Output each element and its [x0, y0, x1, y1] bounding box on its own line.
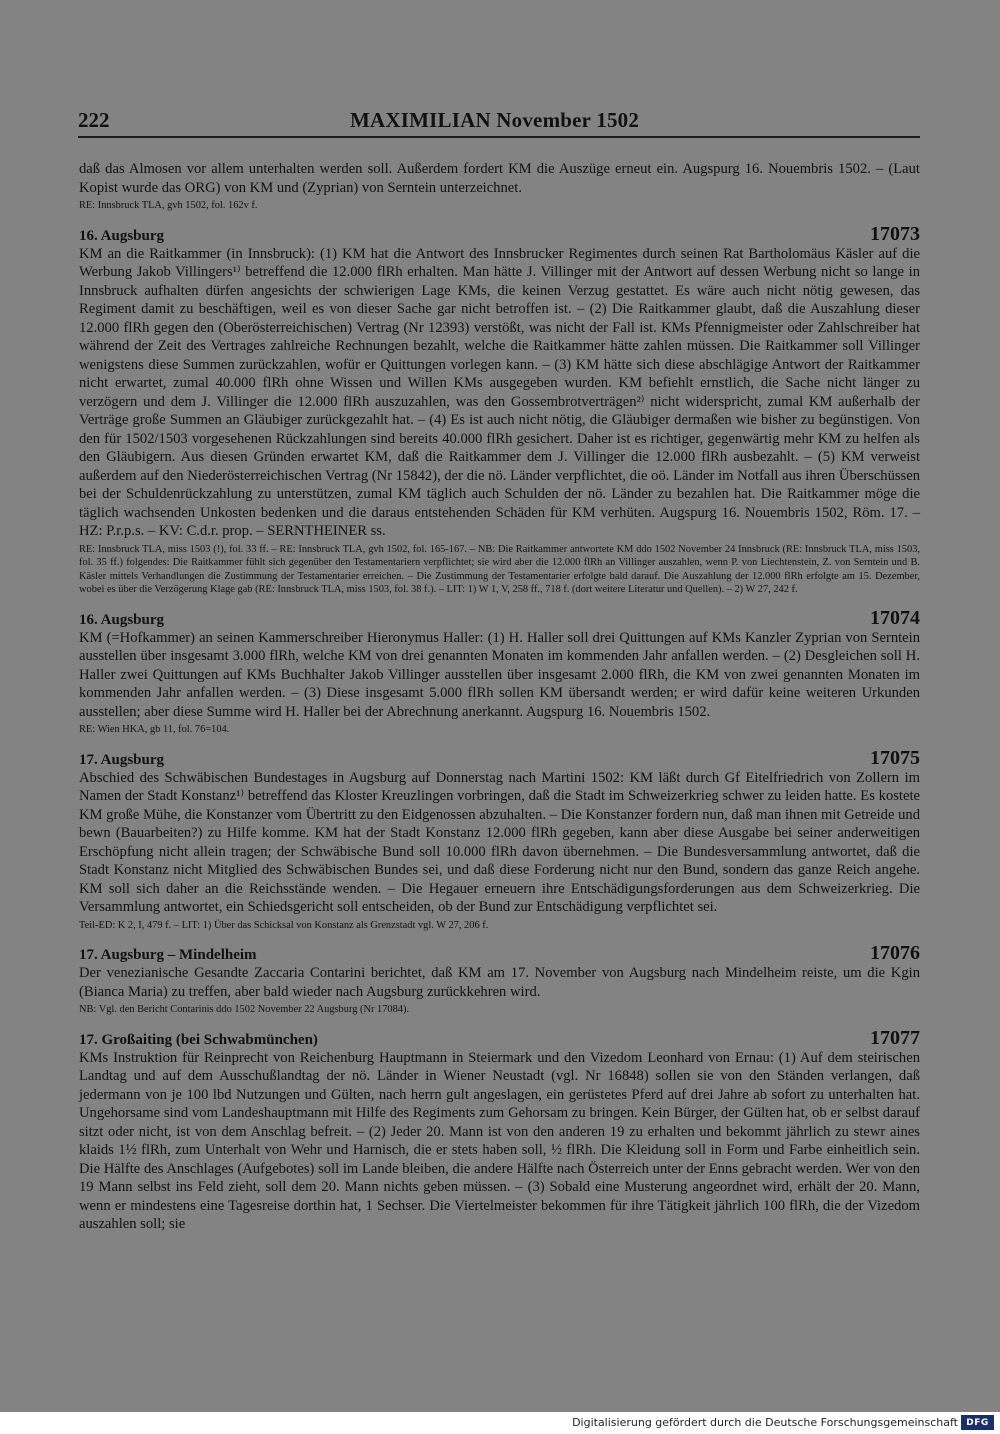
entry-text: KMs Instruktion für Reinprecht von Reichenburg Hauptmann in Steiermark und den Vizedom Leonhard von Ernau: (1) Auf dem steirischen Landtag und auf dem Ausschußlandtag der nö. Länder in Wiener Neustadt (vgl. Nr 16848) sollen sie von den Ständen verlangen, daß jedermann von je 100 lbd Nutzungen und Gülten, nach herrn gult angeslagen, ein gerüstetes Pferd auf drei Jahre ab sofort zu unterhalten hat. Ungehorsame sind vom Landeshauptmann mit Hilfe des Regiments zum Gehorsam zu bringen. Kein Bürger, der Gülten hat, ob er selbst darauf sitzt oder nicht, ist von dem Anschlag befreit. – (2) Jeder 20. Mann ist von den anderen 19 zu erhalten und bekommt jährlich zu stewr aines klaids 1½ flRh, zum Unterhalt von Wehr und Harnisch, die er stets haben soll, ½ flRh. Die Kleidung soll in Form und Farbe einheitlich sein. Die Hälfte des Anschlages (Aufgebotes) soll im Lande bleiben, die andere Hälfte nach Österreich unter der Enns gebracht werden. Wer von den 19 Mann selbst ins Feld zieht, soll dem 20. Mann nichts geben müssen. – (3) Sobald eine Musterung angeordnet wird, erhält der 20. Mann, wenn er mindestens eine Tagesreise dorthin hat, 1 Sechser. Die Viertelmeister bekommen für ihre Tätigkeit jährlich 100 flRh, die der Vizedom auszahlen soll; sie: [79, 1049, 920, 1232]
entry-text: Der venezianische Gesandte Zaccaria Contarini berichtet, daß KM am 17. November von Augsburg nach Mindelheim reiste, um die Kgin (Bianca Maria) zu treffen, aber bald wieder nach Augsburg zurückkehren wird.: [79, 965, 920, 1000]
entry-reference: RE: Wien HKA, gb 11, fol. 76=104.: [79, 724, 230, 735]
entry-text: KM an die Raitkammer (in Innsbruck): (1) KM hat die Antwort des Innsbrucker Regimentes durch seinen Rat Bartholomäus Käsler auf die Werbung Jakob Villingers¹⁾ betreffend die 12.000 flRh erhalten. Man hätte J. Villinger mit der Antwort auf dessen Werbung nicht so lange in Innsbruck aufhalten dürfen angesichts der schwierigen Lage KMs, die keinen Verzug gestattet. Es wäre auch nicht nötig gewesen, das Regiment damit zu beschäftigen, weil es von dieser Sache gar nicht betroffen ist. – (2) Die Raitkammer glaubt, daß die Auszahlung dieser 12.000 flRh gegen den (Oberösterreichischen) Vertrag (Nr 12393) verstößt, was nicht der Fall ist. KMs Pfennigmeister oder Zahlschreiber hat während der Zeit des Vertrages zahlreiche Rechnungen bezahlt, welche die Raitkammer hätte zahlen müssen. Die Raitkammer soll Villinger wenigstens diese Summen zurückzahlen, wofür er Quittungen vorlegen kann. – (3) KM hätte sich diese abschlägige Antwort der Raitkammer nicht erwartet, zumal 40.000 flRh ohne Wissen und Willen KMs ausgegeben wurden. KM befiehlt ernstlich, die Sache nicht länger zu verzögern und dem J. Villinger die 12.000 flRh auszuzahlen, was den Gossembrotverträgen²⁾ nicht widerspricht, zumal KM außerhalb der Verträge große Summen an Gläubiger zurückgezahlt hat. – (4) Es ist auch nicht nötig, die Gläubiger dermaßen wie bisher zu begünstigen. Von den für 1502/1503 vorgesehenen Rückzahlungen sind bereits 40.000 flRh gesichert. Daher ist es richtiger, gegenwärtig mehr KM zu helfen als den Gläubigern. Aus diesen Gründen erwartet KM, daß die Raitkammer dem J. Villinger die 12.000 flRh ausbezahlt. – (5) KM verweist außerdem auf den Niederösterreichischen Vertrag (Nr 15842), der die nö. Länder verpflichtet, die oö. Länder im Notfall aus ihren Überschüssen bei der Schuldenrückzahlung zu unterstützen, zumal KM täglich auch Schulden der nö. Länder zu bezahlen hat. Die Raitkammer möge die täglich wachsenden Unkosten bedenken und die daraus entstehenden Schäden für KM verhüten. Augspurg 16. Nouembris 1502, Röm. 17. – HZ: P.r.p.s. – KV: C.d.r. prop. – SERNTHEINER ss.: [79, 245, 920, 539]
funding-credit: Digitalisierung gefördert durch die Deutsche Forschungsgemeinschaft: [572, 1416, 958, 1429]
entry-reference: RE: Innsbruck TLA, miss 1503 (!), fol. 33 ff. – RE: Innsbruck TLA, gvh 1502, fol. 165-167. – NB: Die Raitkammer antwortete KM ddo 1502 November 24 Innsbruck (RE: Innsbruck TLA, miss 1503, fol. 35 ff.) folgendes: Die Raitkammer fühlt sich gegenüber den Testamentariern verpflichtet; sie wird aber die 12.000 flRh an Villinger auszahlen, wenn P. von Liechtenstein, Z. von Serntein und B. Käsler mittels Verhandlungen die Zustimmung der Testamentarier erreichen. – Die Zustimmung der Testamentarier erfolgte bald darauf. Die Auszahlung der 12.000 flRh erfolgte am 15. Dezember, wobei es über die Verzögerung Klage gab (RE: Innsbruck TLA, miss 1503, fol. 38 f.). – LIT: 1) W 1, V, 258 ff., 718 f. (dort weitere Literatur und Quellen). – 2) W 27, 242 f.: [79, 543, 920, 595]
entry-date: 17. Augsburg: [79, 751, 165, 768]
page-number: 222: [78, 108, 110, 132]
entry-number: 17075: [870, 746, 920, 769]
entry-17075: [79, 747, 920, 933]
entry-heading: [79, 942, 920, 964]
entry-date: 16. Augsburg: [79, 611, 165, 628]
intro-reference: RE: Innsbruck TLA, gvh 1502, fol. 162v f.: [79, 200, 258, 211]
entry-reference: NB: Vgl. den Bericht Contarinis ddo 1502 November 22 Augsburg (Nr 17084).: [79, 1004, 410, 1015]
entry-date: 17. Großaiting (bei Schwabmünchen): [79, 1031, 318, 1048]
page-header: [78, 108, 920, 136]
entry-heading: [79, 607, 920, 629]
entry-17074: [79, 607, 920, 737]
entry-date: 17. Augsburg – Mindelheim: [79, 947, 257, 963]
entry-number: 17073: [870, 222, 920, 245]
entry-17077: [79, 1027, 920, 1234]
entry-date: 16. Augsburg: [79, 227, 165, 244]
entry-heading: [79, 223, 920, 245]
header-rule: [78, 136, 920, 138]
entry-number: 17074: [870, 606, 920, 629]
entry-number: 17077: [870, 1026, 920, 1049]
intro-paragraph: daß das Almosen vor allem unterhalten werden soll. Außerdem fordert KM die Auszüge erneut ein. Augspurg 16. Nouembris 1502. – (Laut Kopist wurde das ORG) von KM und (Zyprian) von Serntein unterzeichnet.: [79, 161, 920, 196]
dfg-logo-icon: DFG: [961, 1415, 994, 1430]
entry-text: KM (=Hofkammer) an seinen Kammerschreiber Hieronymus Haller: (1) H. Haller soll drei Quittungen auf KMs Kanzler Zyprian von Serntein ausstellen über insgesamt 3.000 flRh, welche KM von drei genannten Monaten im kommenden Jahr anfallen werden. – (2) Desgleichen soll H. Haller zwei Quittungen auf KMs Buchhalter Jakob Villinger ausstellen über insgesamt 2.000 flRh, die KM von zwei genannten Monaten im kommenden Jahr anfallen werden. – (3) Diese insgesamt 5.000 flRh sollen KM übersandt werden; er wird dafür keine weiteren Urkunden ausstellen; aber diese Summe wird H. Haller bei der Abrechnung anerkannt. Augspurg 16. Nouembris 1502.: [79, 629, 920, 720]
entry-17073: [79, 223, 920, 597]
entry-number: 17076: [870, 942, 920, 964]
running-title: MAXIMILIAN November 1502: [350, 108, 640, 132]
footer-bar: [0, 1412, 1000, 1434]
entry-17076: [79, 942, 920, 1017]
entry-heading: [79, 747, 920, 769]
entry-heading: [79, 1027, 920, 1049]
entry-text: Abschied des Schwäbischen Bundestages in Augsburg auf Donnerstag nach Martini 1502: KM läßt durch Gf Eitelfriedrich von Zollern im Namen der Stadt Konstanz¹⁾ betreffend das Kloster Kreuzlingen vorbringen, daß die Stadt im Schweizerkrieg schwer zu leiden hatte. Es kostete KM große Mühe, die Konstanzer vom Übertritt zu den Eidgenossen abzuhalten. – Die Konstanzer fordern nun, daß man ihnen mit Getreide und bewn (Bauarbeiten?) zu Hilfe komme. KM hat der Stadt Konstanz 12.000 flRh gegeben, kann aber diese Ausgabe bei seiner anderweitigen Erschöpfung nicht allein tragen; der Schwäbische Bund soll 10.000 flRh davon übernehmen. – Die Bundesversammlung antwortet, daß die Stadt Konstanz nicht Mitglied des Schwäbischen Bundes sei, und daß diese Forderung nicht nur den Bund, sondern das ganze Reich angehe. KM soll sich daher an die Reichsstände wenden. – Die Hegauer erneuern ihre Entschädigungsforderungen aus dem Schweizerkrieg. Die Versammlung antwortet, ein Schiedsgericht soll entscheiden, ob der Bund zur Entschädigung verpflichtet sei.: [79, 769, 920, 915]
entry-reference: Teil-ED: K 2, I, 479 f. – LIT: 1) Über das Schicksal von Konstanz als Grenzstadt vgl. W 27, 206 f.: [79, 919, 489, 931]
page-body: [79, 160, 920, 1234]
